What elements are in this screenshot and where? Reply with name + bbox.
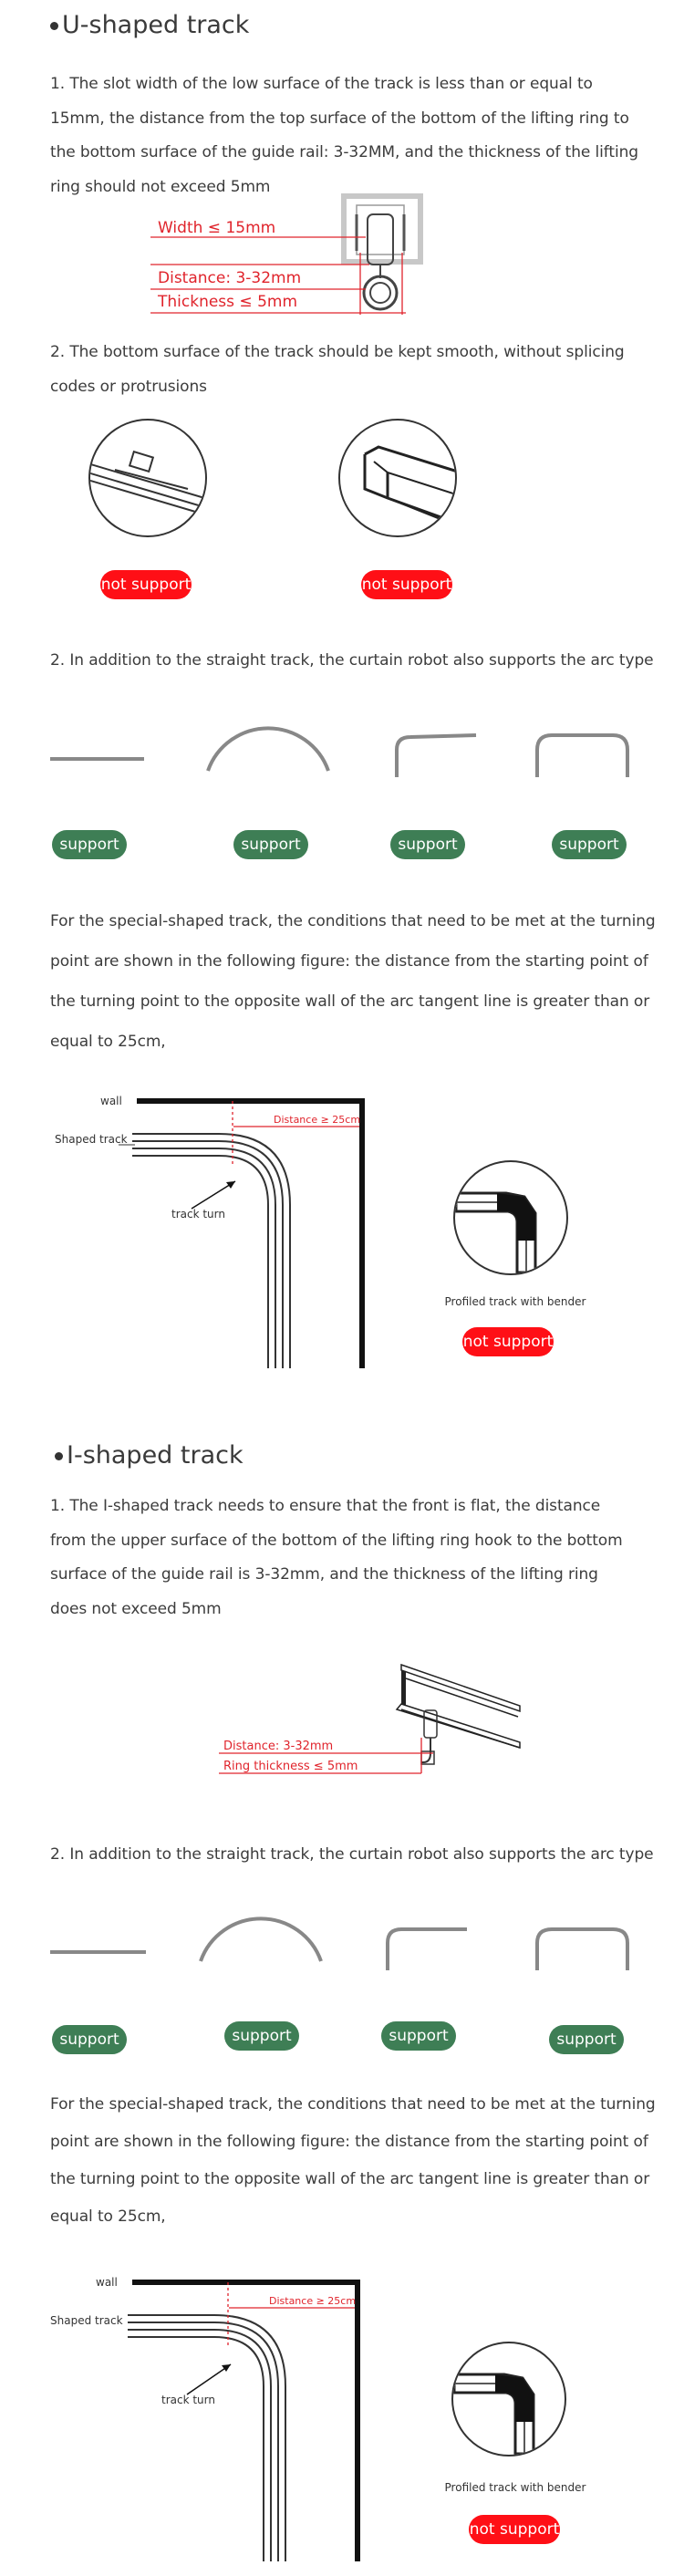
not-support-badge-1: not support — [100, 570, 192, 599]
u-bender-not-support-badge: not support — [462, 1327, 554, 1356]
support-badge-3: support — [390, 830, 465, 859]
i-bender-caption: Profiled track with bender — [444, 2481, 586, 2494]
i-para-1: 1. The I-shaped track needs to ensure that the front is flat, the distance from the upper surface of the bottom of the lifting ring hook to the bottom surface of the guide rail is 3-32mm, and the thickness of the lifting ring does not exceed 5mm — [50, 1497, 623, 1618]
track-turn-label: track turn — [161, 2394, 215, 2406]
i-support-badge-2: support — [224, 2021, 299, 2051]
track-shapes-row — [46, 721, 638, 784]
u-para-4: For the special-shaped track, the conditions that need to be met at the turning point are shown in the following figure: the distance from the starting point of the turning point to the opposite wall of the arc tangent line is greater than or equal to 25cm, — [50, 912, 656, 1051]
arc-track-shape — [201, 1918, 321, 1961]
protrusion-illustration — [337, 418, 461, 541]
u-hanger-diagram — [150, 187, 442, 324]
wall-label: wall — [96, 2276, 118, 2289]
thickness-label: Thickness ≤ 5mm — [158, 293, 298, 311]
wall-label: wall — [100, 1095, 122, 1107]
u-bender-caption: Profiled track with bender — [444, 1295, 586, 1308]
arc-track-shape — [208, 728, 328, 771]
bullet-icon — [50, 22, 58, 30]
corner-track-shape — [397, 735, 476, 777]
i-para-2: 2. In addition to the straight track, the curtain robot also supports the arc type — [50, 1845, 654, 1864]
i-distance-label: Distance: 3-32mm — [223, 1740, 334, 1753]
corner-track-shape — [388, 1929, 467, 1970]
i-track-shapes-row — [46, 1911, 638, 1975]
bullet-icon — [55, 1452, 63, 1460]
i-bender-not-support-badge: not support — [469, 2515, 560, 2544]
width-label: Width ≤ 15mm — [158, 219, 276, 237]
splice-code-illustration — [88, 418, 211, 541]
lifting-ring — [364, 276, 397, 309]
support-badge-4: support — [552, 830, 627, 859]
i-track-diagram — [219, 1651, 529, 1783]
u-para-3: 2. In addition to the straight track, the curtain robot also supports the arc type — [50, 651, 654, 670]
u-turn-diagram — [55, 1090, 383, 1373]
i-bender-illustration — [450, 2340, 568, 2458]
u-track-shape — [537, 735, 627, 777]
u-para-1: 1. The slot width of the low surface of the track is less than or equal to 15mm, the distance from the top surface of the bottom of the lifting ring to the bottom surface of the guide rail: 3-32MM, and the thickness of the lifting ring should not exceed 5mm — [50, 75, 638, 196]
track-slot — [357, 205, 404, 254]
i-ring-label: Ring thickness ≤ 5mm — [223, 1760, 358, 1773]
i-support-badge-4: support — [549, 2025, 624, 2054]
i-title-text: I-shaped track — [67, 1441, 244, 1470]
i-section-title — [55, 1441, 244, 1470]
distance-label: Distance ≥ 25cm — [269, 2295, 357, 2307]
u-title-text: U-shaped track — [62, 11, 250, 39]
not-support-badge-2: not support — [361, 570, 452, 599]
i-para-3: For the special-shaped track, the conditions that need to be met at the turning point are shown in the following figure: the distance from the starting point of the turning point to the opposite wall of the arc tangent line is greater than or equal to 25cm, — [50, 2095, 656, 2226]
shaped-track-label: Shaped track — [55, 1133, 128, 1146]
u-track-shape — [537, 1929, 627, 1970]
distance-label: Distance ≥ 25cm — [274, 1114, 361, 1126]
shaped-track-label: Shaped track — [50, 2314, 123, 2327]
i-support-badge-3: support — [381, 2021, 456, 2051]
u-bender-illustration — [451, 1158, 570, 1277]
track-turn-label: track turn — [171, 1208, 225, 1220]
support-badge-2: support — [233, 830, 308, 859]
distance-label: Distance: 3-32mm — [158, 269, 302, 287]
support-badge-1: support — [52, 830, 127, 859]
i-support-badge-1: support — [52, 2025, 127, 2054]
u-section-title — [50, 11, 249, 39]
i-turn-diagram — [50, 2271, 378, 2563]
u-para-2: 2. The bottom surface of the track should be kept smooth, without splicing codes or protrusions — [50, 343, 625, 396]
